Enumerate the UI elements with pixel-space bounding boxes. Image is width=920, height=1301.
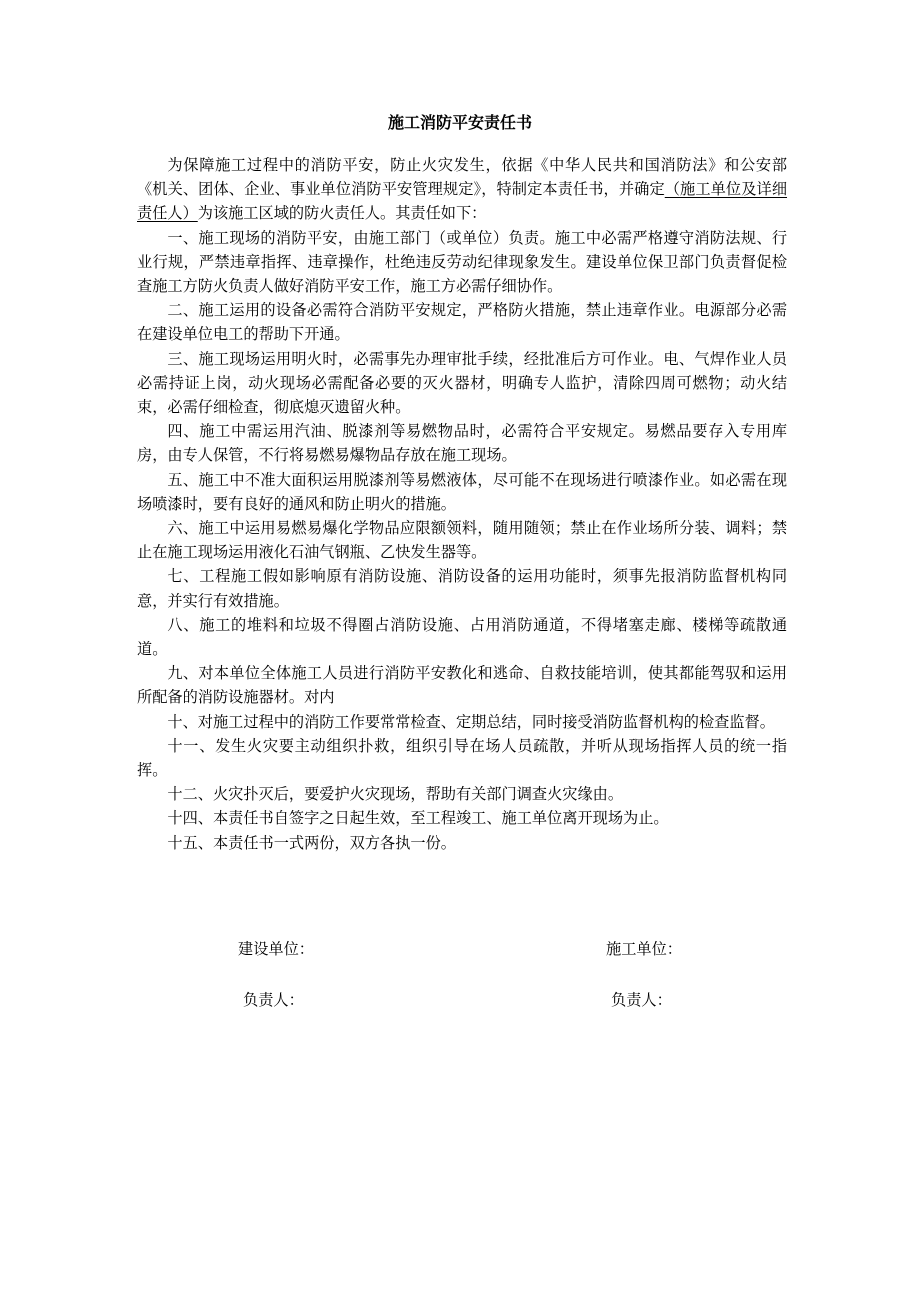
intro-paragraph bbox=[137, 153, 787, 226]
clause-4: 四、施工中需运用汽油、脱漆剂等易燃物品时，必需符合平安规定。易燃品要存入专用库房，由专人保管，不行将易燃易爆物品存放在施工现场。 bbox=[137, 422, 787, 465]
clause-2: 二、施工运用的设备必需符合消防平安规定，严格防火措施，禁止违章作业。电源部分必需在建设单位电工的帮助下开通。 bbox=[137, 301, 787, 344]
document-body bbox=[137, 153, 787, 855]
document-title: 施工消防平安责任书 bbox=[387, 113, 532, 132]
intro-text-part1: 为保障施工过程中的消防平安，防止火灾发生，依据《中华人民共和国消防法》和公安部《机关、团体、企业、事业单位消防平安管理规定》，特制定本责任书，并确定 bbox=[137, 156, 787, 199]
responsible-party-placeholder: （施工单位及详细责任人） bbox=[137, 180, 788, 223]
construction-owner-label: 建设单位： bbox=[238, 940, 314, 958]
clause-7: 七、工程施工假如影响原有消防设施、消防设备的运用功能时，须事先报消防监督机构同意，并实行有效措施。 bbox=[137, 567, 787, 610]
intro-text-part2: 为该施工区域的防火责任人。其责任如下： bbox=[197, 204, 487, 223]
clause-6: 六、施工中运用易燃易爆化学物品应限额领料，随用随领；禁止在作业场所分装、调料；禁止在施工现场运用液化石油气钢瓶、乙快发生器等。 bbox=[137, 519, 787, 562]
clause-15: 十五、本责任书一式两份，双方各执一份。 bbox=[167, 833, 456, 852]
clause-9: 九、对本单位全体施工人员进行消防平安教化和逃命、自救技能培训，使其都能驾驭和运用所配备的消防设施器材。对内 bbox=[137, 664, 787, 707]
clause-10: 十、对施工过程中的消防工作要常常检查、定期总结，同时接受消防监督机构的检查监督。 bbox=[167, 712, 775, 731]
clause-12: 十二、火灾扑灭后，要爱护火灾现场，帮助有关部门调查火灾缘由。 bbox=[167, 785, 624, 804]
owner-responsible-person-label: 负责人： bbox=[243, 991, 304, 1009]
contractor-responsible-person-label: 负责人： bbox=[611, 991, 672, 1009]
clause-5: 五、施工中不准大面积运用脱漆剂等易燃液体，尽可能不在现场进行喷漆作业。如必需在现场喷漆时，要有良好的通风和防止明火的措施。 bbox=[137, 470, 787, 513]
clause-8: 八、施工的堆料和垃圾不得圈占消防设施、占用消防通道，不得堵塞走廊、楼梯等疏散通道。 bbox=[137, 615, 787, 659]
clause-11: 十一、发生火灾要主动组织扑救，组织引导在场人员疏散，并听从现场指挥人员的统一指挥。 bbox=[137, 736, 787, 780]
clause-14: 十四、本责任书自签字之日起生效，至工程竣工、施工单位离开现场为止。 bbox=[167, 809, 669, 828]
clause-3: 三、施工现场运用明火时，必需事先办理审批手续，经批准后方可作业。电、气焊作业人员必需持证上岗，动火现场必需配备必要的灭火器材，明确专人监护，清除四周可燃物；动火结束，必需仔细检查，彻底熄灭遗留火种。 bbox=[137, 349, 787, 417]
clause-1: 一、施工现场的消防平安，由施工部门（或单位）负责。施工中必需严格遵守消防法规、行业行规，严禁违章指挥、违章操作，杜绝违反劳动纪律现象发生。建设单位保卫部门负责督促检查施工方防火负责人做好消防平安工作，施工方必需仔细协作。 bbox=[137, 228, 787, 296]
contractor-label: 施工单位： bbox=[606, 940, 682, 958]
